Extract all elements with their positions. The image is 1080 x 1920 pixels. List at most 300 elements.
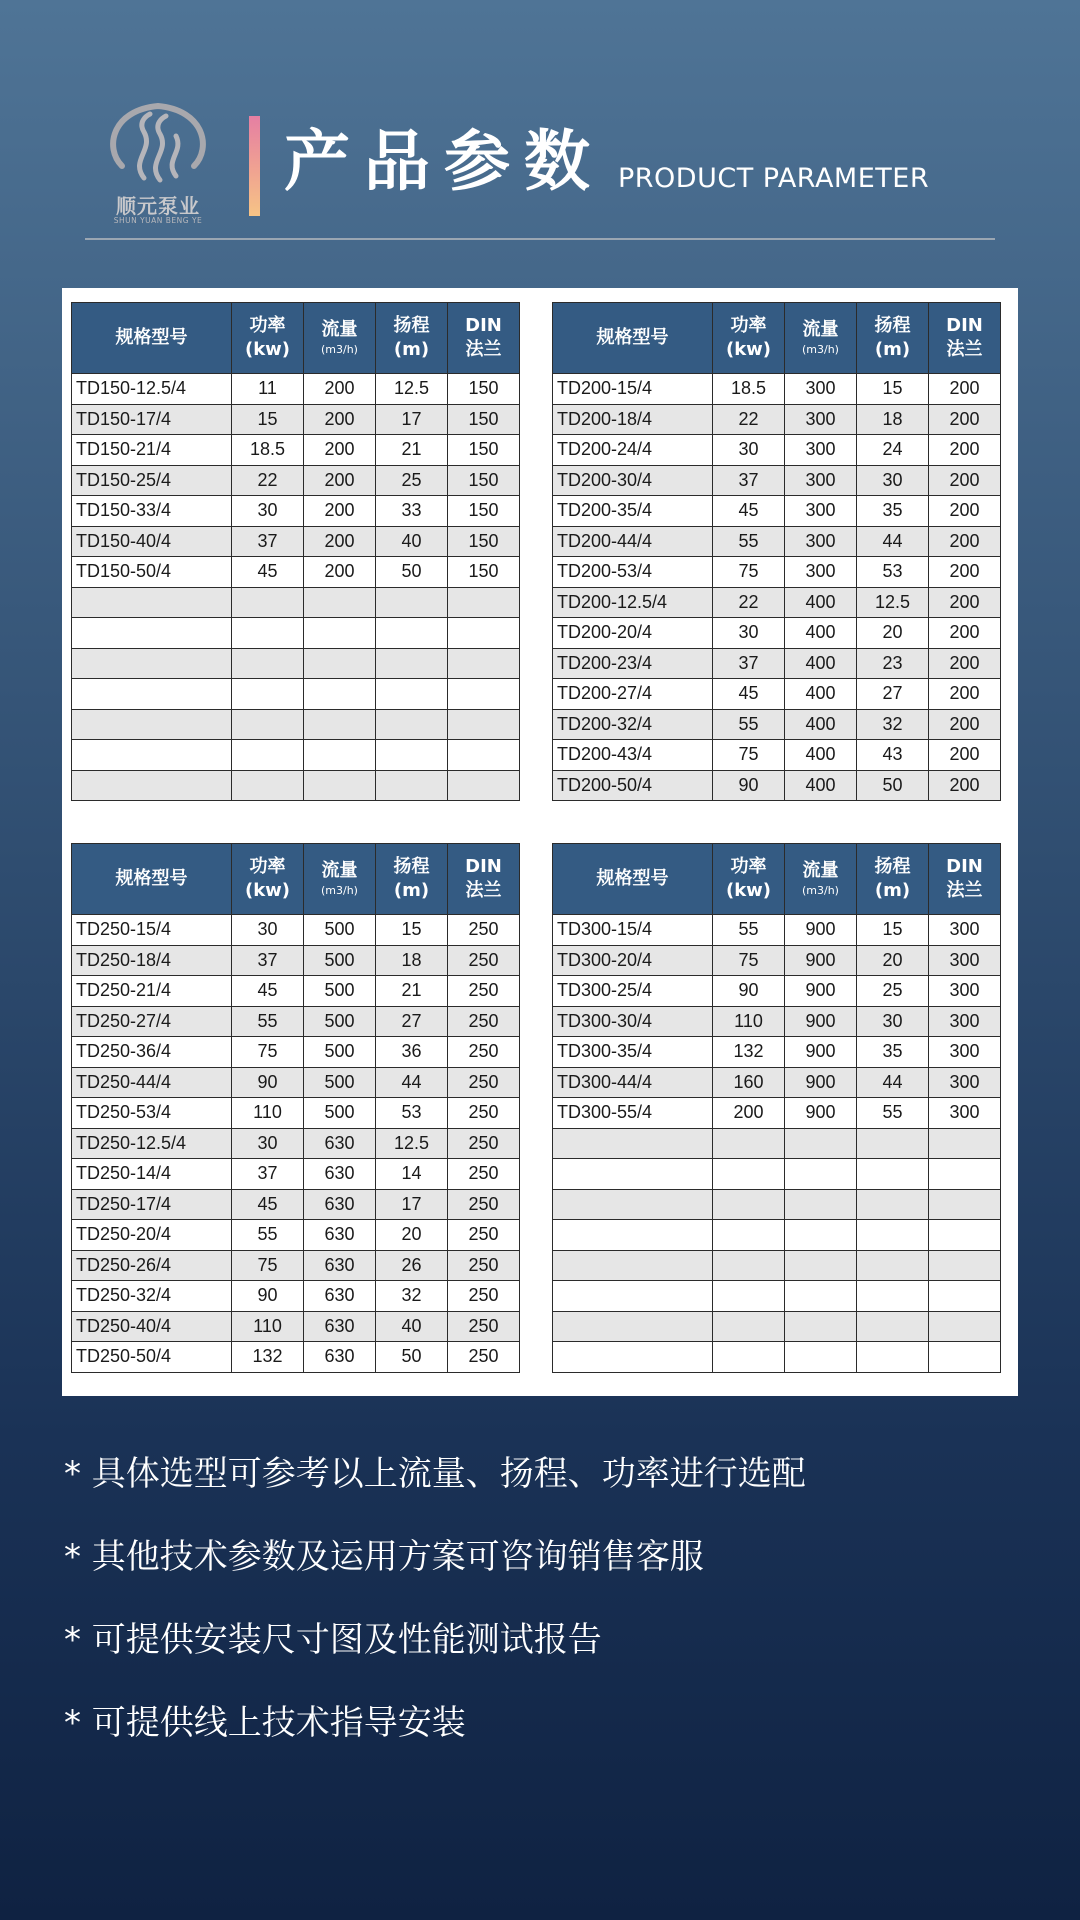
din-cell: 200 [929, 740, 1001, 771]
flow-cell: 200 [304, 557, 376, 588]
flow-cell: 500 [304, 915, 376, 946]
empty-table-row [72, 679, 520, 710]
din-cell: 250 [448, 1311, 520, 1342]
power-cell: 55 [232, 1220, 304, 1251]
flow-cell: 200 [304, 526, 376, 557]
col-head-label: 扬程 [393, 315, 430, 336]
model-cell: TD200-32/4 [553, 709, 713, 740]
model-cell: TD300-44/4 [553, 1067, 713, 1098]
title-accent-bar [249, 116, 260, 216]
power-cell: 75 [232, 1037, 304, 1068]
power-cell: 200 [713, 1098, 785, 1129]
flow-cell: 200 [304, 404, 376, 435]
model-cell [72, 679, 232, 710]
din-cell [448, 679, 520, 710]
model-cell: TD150-40/4 [72, 526, 232, 557]
power-cell [713, 1311, 785, 1342]
empty-table-row [72, 587, 520, 618]
din-cell: 250 [448, 945, 520, 976]
head-cell [857, 1159, 929, 1190]
flow-cell: 300 [785, 557, 857, 588]
col-din-unit: 法兰 [465, 339, 502, 360]
head-cell: 35 [857, 1037, 929, 1068]
power-cell: 30 [232, 496, 304, 527]
power-cell: 110 [232, 1311, 304, 1342]
table-row [72, 526, 520, 557]
flow-cell: 500 [304, 945, 376, 976]
flow-cell [785, 1250, 857, 1281]
flow-cell: 300 [785, 374, 857, 405]
flow-cell: 300 [785, 404, 857, 435]
model-cell: TD150-25/4 [72, 465, 232, 496]
empty-table-row [553, 1342, 1001, 1373]
model-cell: TD150-33/4 [72, 496, 232, 527]
empty-table-row [553, 1189, 1001, 1220]
head-cell: 15 [376, 915, 448, 946]
power-cell: 37 [232, 1159, 304, 1190]
model-cell [553, 1220, 713, 1251]
empty-table-row [553, 1281, 1001, 1312]
table-row [72, 1311, 520, 1342]
page-title: 产品参数 [284, 123, 604, 200]
flow-cell: 630 [304, 1128, 376, 1159]
model-cell: TD250-12.5/4 [72, 1128, 232, 1159]
flow-cell: 900 [785, 945, 857, 976]
page-subtitle: PRODUCT PARAMETER [618, 163, 930, 194]
din-cell: 200 [929, 709, 1001, 740]
table-row [72, 976, 520, 1007]
power-cell [232, 740, 304, 771]
model-cell: TD150-50/4 [72, 557, 232, 588]
power-cell: 22 [232, 465, 304, 496]
table-row [553, 679, 1001, 710]
col-model-label: 规格型号 [115, 327, 188, 348]
model-cell: TD250-36/4 [72, 1037, 232, 1068]
col-flow-unit: (m3/h) [802, 884, 839, 897]
table-row [553, 435, 1001, 466]
head-cell [857, 1281, 929, 1312]
head-cell: 18 [857, 404, 929, 435]
table-td300 [552, 843, 1001, 1373]
flow-cell: 630 [304, 1281, 376, 1312]
din-cell: 150 [448, 526, 520, 557]
table-row [72, 1037, 520, 1068]
power-cell [713, 1189, 785, 1220]
head-cell: 32 [857, 709, 929, 740]
model-cell: TD250-14/4 [72, 1159, 232, 1190]
flow-cell: 300 [785, 465, 857, 496]
col-flow-unit: (m3/h) [321, 343, 358, 356]
model-cell: TD250-21/4 [72, 976, 232, 1007]
head-cell: 30 [857, 1006, 929, 1037]
col-din-header [929, 844, 1001, 915]
flow-cell [304, 587, 376, 618]
model-cell: TD200-20/4 [553, 618, 713, 649]
power-cell [713, 1159, 785, 1190]
din-cell: 200 [929, 587, 1001, 618]
head-cell [857, 1342, 929, 1373]
flow-cell: 900 [785, 1067, 857, 1098]
empty-table-row [72, 618, 520, 649]
din-cell: 300 [929, 1098, 1001, 1129]
head-cell: 24 [857, 435, 929, 466]
head-cell: 21 [376, 976, 448, 1007]
table-header-row [72, 844, 520, 915]
model-cell [72, 587, 232, 618]
head-cell: 44 [857, 1067, 929, 1098]
head-cell [376, 618, 448, 649]
header [0, 0, 1080, 250]
power-cell [713, 1220, 785, 1251]
table-row [553, 915, 1001, 946]
model-cell: TD250-18/4 [72, 945, 232, 976]
col-flow-label: 流量 [802, 319, 839, 340]
din-cell [448, 740, 520, 771]
din-cell: 150 [448, 374, 520, 405]
model-cell [553, 1250, 713, 1281]
power-cell: 45 [713, 496, 785, 527]
flow-cell: 400 [785, 740, 857, 771]
flow-cell: 630 [304, 1159, 376, 1190]
company-logo [100, 88, 216, 228]
din-cell: 150 [448, 496, 520, 527]
power-cell [232, 770, 304, 801]
power-cell: 110 [232, 1098, 304, 1129]
empty-table-row [72, 770, 520, 801]
col-flow-unit: (m3/h) [321, 884, 358, 897]
flow-cell: 400 [785, 709, 857, 740]
table-row [72, 1281, 520, 1312]
head-cell: 25 [376, 465, 448, 496]
model-cell [72, 740, 232, 771]
model-cell: TD200-18/4 [553, 404, 713, 435]
flow-cell: 500 [304, 1098, 376, 1129]
note-item: * 其他技术参数及运用方案可咨询销售客服 [64, 1537, 704, 1577]
head-cell: 33 [376, 496, 448, 527]
power-cell: 55 [713, 526, 785, 557]
power-cell: 90 [232, 1067, 304, 1098]
head-cell: 26 [376, 1250, 448, 1281]
model-cell: TD200-50/4 [553, 770, 713, 801]
head-cell: 12.5 [376, 1128, 448, 1159]
power-cell: 22 [713, 404, 785, 435]
head-cell: 53 [857, 557, 929, 588]
flow-cell: 500 [304, 976, 376, 1007]
head-cell: 40 [376, 526, 448, 557]
power-cell: 90 [713, 770, 785, 801]
model-cell: TD200-43/4 [553, 740, 713, 771]
col-head-unit: (m) [393, 339, 430, 360]
model-cell [553, 1128, 713, 1159]
din-cell: 200 [929, 435, 1001, 466]
power-cell: 75 [232, 1250, 304, 1281]
model-cell: TD300-25/4 [553, 976, 713, 1007]
col-power-header [232, 844, 304, 915]
note-item: * 可提供线上技术指导安装 [64, 1703, 466, 1743]
parameter-panel [62, 288, 1018, 1396]
flow-cell: 400 [785, 648, 857, 679]
power-cell [713, 1342, 785, 1373]
din-cell: 200 [929, 770, 1001, 801]
col-model-header [553, 303, 713, 374]
flow-cell: 200 [304, 496, 376, 527]
col-head-header [376, 844, 448, 915]
col-model-label: 规格型号 [596, 327, 669, 348]
table-row [72, 404, 520, 435]
col-din-header [448, 844, 520, 915]
col-power-label: 功率 [730, 315, 767, 336]
power-cell: 55 [713, 709, 785, 740]
table-row [72, 1159, 520, 1190]
model-cell: TD250-27/4 [72, 1006, 232, 1037]
power-cell: 160 [713, 1067, 785, 1098]
flow-cell: 900 [785, 1037, 857, 1068]
power-cell: 75 [713, 740, 785, 771]
power-cell: 45 [232, 976, 304, 1007]
col-head-header [857, 303, 929, 374]
din-cell [448, 648, 520, 679]
flow-cell [785, 1220, 857, 1251]
head-cell [376, 587, 448, 618]
din-cell: 250 [448, 915, 520, 946]
model-cell [553, 1189, 713, 1220]
col-head-label: 扬程 [393, 856, 430, 877]
power-cell: 22 [713, 587, 785, 618]
model-cell: TD300-20/4 [553, 945, 713, 976]
col-power-label: 功率 [730, 856, 767, 877]
power-cell: 37 [232, 526, 304, 557]
table-row [72, 1189, 520, 1220]
empty-table-row [72, 648, 520, 679]
din-cell: 250 [448, 1342, 520, 1373]
table-row [553, 374, 1001, 405]
power-cell: 110 [713, 1006, 785, 1037]
power-cell: 30 [232, 1128, 304, 1159]
col-din-unit: 法兰 [946, 339, 983, 360]
col-din-header [929, 303, 1001, 374]
power-cell: 90 [713, 976, 785, 1007]
flow-cell [785, 1189, 857, 1220]
din-cell: 250 [448, 1250, 520, 1281]
col-power-unit: (kw) [244, 339, 291, 360]
model-cell [72, 770, 232, 801]
din-cell: 300 [929, 915, 1001, 946]
model-cell [553, 1281, 713, 1312]
head-cell: 40 [376, 1311, 448, 1342]
head-cell: 44 [376, 1067, 448, 1098]
din-cell: 200 [929, 679, 1001, 710]
flow-cell: 400 [785, 587, 857, 618]
flow-cell [785, 1342, 857, 1373]
power-cell [232, 679, 304, 710]
flow-cell: 500 [304, 1006, 376, 1037]
din-cell: 300 [929, 1037, 1001, 1068]
flow-cell [304, 648, 376, 679]
head-cell: 53 [376, 1098, 448, 1129]
table-row [72, 557, 520, 588]
col-power-unit: (kw) [725, 339, 772, 360]
table-td150 [71, 302, 520, 801]
model-cell [72, 709, 232, 740]
power-cell: 37 [713, 465, 785, 496]
model-cell: TD300-30/4 [553, 1006, 713, 1037]
table-row [553, 465, 1001, 496]
power-cell [232, 648, 304, 679]
head-cell: 27 [376, 1006, 448, 1037]
table-row [72, 945, 520, 976]
table-row [553, 496, 1001, 527]
table-row [553, 945, 1001, 976]
col-din-unit: 法兰 [946, 880, 983, 901]
power-cell: 30 [713, 618, 785, 649]
flow-cell: 400 [785, 679, 857, 710]
model-cell: TD250-17/4 [72, 1189, 232, 1220]
table-row [72, 1220, 520, 1251]
model-cell [553, 1311, 713, 1342]
col-power-header [713, 303, 785, 374]
table-row [72, 915, 520, 946]
flow-cell: 300 [785, 435, 857, 466]
flow-cell: 900 [785, 1006, 857, 1037]
head-cell: 12.5 [857, 587, 929, 618]
model-cell: TD200-23/4 [553, 648, 713, 679]
din-cell: 150 [448, 465, 520, 496]
power-cell [713, 1250, 785, 1281]
din-cell [929, 1159, 1001, 1190]
model-cell: TD200-35/4 [553, 496, 713, 527]
empty-table-row [553, 1220, 1001, 1251]
head-cell: 43 [857, 740, 929, 771]
din-cell [929, 1189, 1001, 1220]
col-power-label: 功率 [249, 856, 286, 877]
head-cell: 30 [857, 465, 929, 496]
din-cell: 250 [448, 1189, 520, 1220]
din-cell: 200 [929, 496, 1001, 527]
col-flow-label: 流量 [802, 860, 839, 881]
table-row [72, 1342, 520, 1373]
col-head-header [857, 844, 929, 915]
flow-cell [785, 1159, 857, 1190]
head-cell [857, 1311, 929, 1342]
table-row [553, 709, 1001, 740]
head-cell: 15 [857, 374, 929, 405]
flow-cell [785, 1311, 857, 1342]
model-cell: TD250-32/4 [72, 1281, 232, 1312]
table-row [72, 1098, 520, 1129]
table-row [553, 618, 1001, 649]
table-row [72, 435, 520, 466]
model-cell: TD150-21/4 [72, 435, 232, 466]
flow-cell: 300 [785, 526, 857, 557]
head-cell: 20 [376, 1220, 448, 1251]
head-cell [857, 1250, 929, 1281]
empty-table-row [553, 1159, 1001, 1190]
head-cell: 15 [857, 915, 929, 946]
col-power-header [713, 844, 785, 915]
table-row [553, 1037, 1001, 1068]
power-cell: 132 [713, 1037, 785, 1068]
col-flow-header [304, 303, 376, 374]
din-cell: 250 [448, 1220, 520, 1251]
flow-cell: 300 [785, 496, 857, 527]
din-cell [448, 770, 520, 801]
col-din-header [448, 303, 520, 374]
din-cell: 300 [929, 976, 1001, 1007]
col-model-header [553, 844, 713, 915]
head-cell: 32 [376, 1281, 448, 1312]
col-power-header [232, 303, 304, 374]
din-cell: 250 [448, 1098, 520, 1129]
power-cell [713, 1281, 785, 1312]
flow-cell: 200 [304, 465, 376, 496]
flow-cell: 500 [304, 1037, 376, 1068]
table-row [553, 1006, 1001, 1037]
flow-cell: 400 [785, 770, 857, 801]
flow-cell: 630 [304, 1342, 376, 1373]
din-cell: 250 [448, 1128, 520, 1159]
head-cell: 14 [376, 1159, 448, 1190]
power-cell [713, 1128, 785, 1159]
power-cell: 15 [232, 404, 304, 435]
model-cell: TD200-30/4 [553, 465, 713, 496]
din-cell: 250 [448, 1281, 520, 1312]
col-model-header [72, 303, 232, 374]
power-cell: 18.5 [232, 435, 304, 466]
head-cell [376, 709, 448, 740]
model-cell: TD300-55/4 [553, 1098, 713, 1129]
flow-cell [304, 770, 376, 801]
din-cell: 150 [448, 557, 520, 588]
table-row [553, 976, 1001, 1007]
head-cell: 23 [857, 648, 929, 679]
table-row [72, 496, 520, 527]
table-row [553, 526, 1001, 557]
table-row [72, 1006, 520, 1037]
table-row [72, 1067, 520, 1098]
note-item: * 具体选型可参考以上流量、扬程、功率进行选配 [64, 1454, 806, 1494]
flow-cell [785, 1128, 857, 1159]
col-power-unit: (kw) [725, 880, 772, 901]
power-cell: 30 [232, 915, 304, 946]
power-cell: 90 [232, 1281, 304, 1312]
table-td200 [552, 302, 1001, 801]
din-cell [929, 1342, 1001, 1373]
din-cell: 300 [929, 1067, 1001, 1098]
model-cell: TD200-15/4 [553, 374, 713, 405]
model-cell: TD150-12.5/4 [72, 374, 232, 405]
table-row [553, 1098, 1001, 1129]
din-cell [448, 618, 520, 649]
table-row [553, 648, 1001, 679]
head-cell: 17 [376, 1189, 448, 1220]
col-din-unit: 法兰 [465, 880, 502, 901]
col-head-label: 扬程 [874, 315, 911, 336]
empty-table-row [553, 1250, 1001, 1281]
col-flow-label: 流量 [321, 319, 358, 340]
model-cell [72, 648, 232, 679]
company-name-cn: 顺元泵业 [116, 194, 200, 218]
model-cell [553, 1159, 713, 1190]
flow-cell: 900 [785, 1098, 857, 1129]
din-cell: 250 [448, 976, 520, 1007]
model-cell: TD250-40/4 [72, 1311, 232, 1342]
power-cell: 45 [713, 679, 785, 710]
din-cell: 200 [929, 465, 1001, 496]
col-flow-header [785, 303, 857, 374]
table-header-row [553, 844, 1001, 915]
head-cell [376, 740, 448, 771]
col-model-header [72, 844, 232, 915]
